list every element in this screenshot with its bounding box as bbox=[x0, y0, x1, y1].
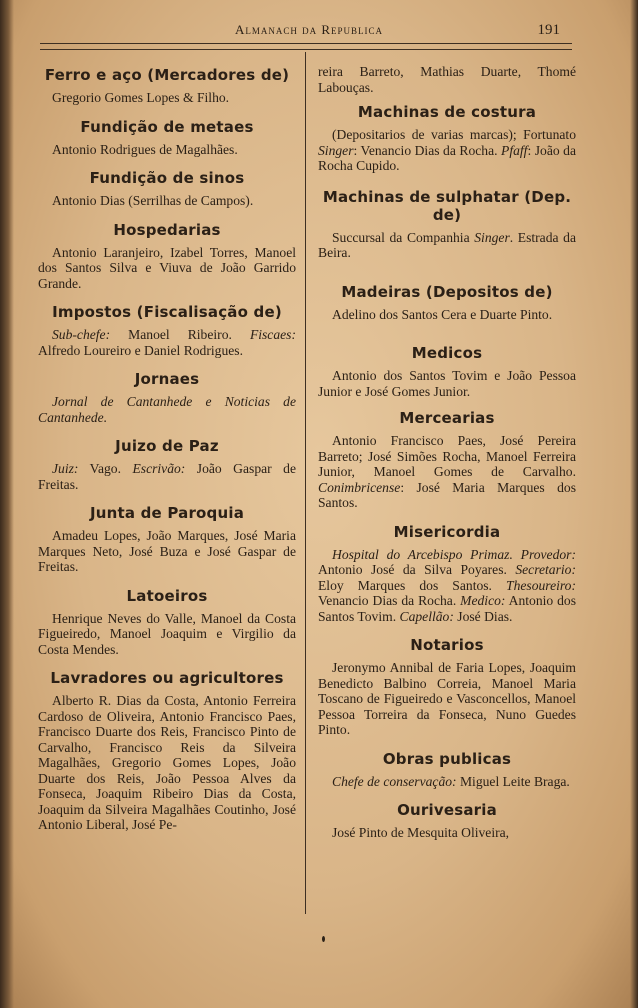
directory-section bbox=[318, 64, 576, 95]
section-heading: Machinas de sulphatar (Dep. de) bbox=[322, 187, 572, 224]
section-body bbox=[318, 774, 576, 790]
body-text: (Depositarios de varias marcas); Fortunato bbox=[332, 127, 576, 142]
page-header bbox=[40, 22, 578, 42]
body-text: reira Barreto, Mathias Duarte, Thomé Labouças. bbox=[318, 64, 576, 95]
section-body bbox=[38, 142, 296, 158]
column-divider bbox=[305, 52, 306, 914]
page-number: 191 bbox=[537, 22, 560, 38]
directory-section bbox=[38, 370, 296, 425]
body-text: : João da Rocha Cupido. bbox=[318, 142, 576, 173]
section-body bbox=[318, 64, 576, 95]
section-heading: Lavradores ou agricultores bbox=[50, 669, 284, 687]
section-body bbox=[38, 245, 296, 292]
body-text: Gregorio Gomes Lopes & Filho. bbox=[52, 90, 230, 105]
section-body bbox=[38, 461, 296, 492]
page-edge-shadow bbox=[0, 0, 14, 1008]
directory-section bbox=[318, 188, 576, 261]
body-text: Amadeu Lopes, João Marques, José Maria Marques Neto, José Buza e José Gaspar de Freitas. bbox=[38, 528, 296, 574]
body-text: Alberto R. Dias da Costa, Antonio Ferreira Cardoso de Oliveira, Antonio Francisco Paes, Francisco Duarte dos Reis, Francisco Pinto de Carvalho, Francisco Reis da Silveira Magalhães, Gregorio Gomes Lopes, João Duarte dos Reis, João Pessoa Alves da Fonseca, Joaquim Ribeiro Dias da Costa, Joaquim da Silveira Magalhães Coutinho, José Antonio Liberal, José Pe- bbox=[38, 693, 296, 832]
body-text: Alfredo Loureiro e Daniel Rodrigues. bbox=[38, 342, 243, 358]
running-title: Almanach da Republica bbox=[234, 22, 384, 37]
directory-section bbox=[318, 801, 576, 841]
body-text: Adelino dos Santos Cera e Duarte Pinto. bbox=[332, 306, 553, 322]
section-heading: Jornaes bbox=[134, 370, 200, 388]
directory-section bbox=[318, 409, 576, 511]
section-heading: Latoeiros bbox=[126, 586, 208, 605]
directory-section bbox=[38, 118, 296, 158]
section-heading: Obras publicas bbox=[382, 749, 512, 768]
directory-section bbox=[38, 303, 296, 358]
section-body bbox=[318, 368, 576, 399]
directory-section bbox=[38, 169, 296, 209]
body-text: Henrique Neves do Valle, Manoel da Costa Figueiredo, Manoel Joaquim e Virgilio da Costa Mendes. bbox=[38, 610, 296, 657]
body-text: Jeronymo Annibal de Faria Lopes, Joaquim Benedicto Balbino Correia, Manoel Maria Toscano de Figueiredo e Vasconcellos, Manoel Pessoa Torreira da Fonseca, Nuno Guedes Pinto. bbox=[318, 660, 576, 737]
body-text: Venancio Dias da Rocha. bbox=[318, 593, 461, 608]
directory-section bbox=[38, 437, 296, 492]
italic-text: Conimbricense bbox=[318, 479, 401, 495]
section-body bbox=[318, 127, 576, 174]
section-body bbox=[38, 193, 296, 209]
italic-text: Medico: bbox=[460, 593, 506, 608]
section-body bbox=[318, 230, 576, 261]
directory-section bbox=[38, 221, 296, 292]
body-text: : Venancio Dias da Rocha. bbox=[353, 142, 502, 158]
section-heading: Medicos bbox=[411, 344, 483, 362]
ink-blot bbox=[322, 936, 325, 942]
body-text: José Pinto de Mesquita Oliveira, bbox=[332, 825, 510, 840]
italic-text: Capellão: bbox=[399, 608, 454, 624]
directory-section bbox=[38, 66, 296, 106]
section-heading: Junta de Paroquia bbox=[89, 504, 245, 522]
body-text: Miguel Leite Braga. bbox=[456, 773, 570, 789]
italic-text: Chefe de conservação: bbox=[332, 773, 457, 789]
section-body bbox=[38, 327, 296, 358]
italic-text: Secretario: bbox=[515, 562, 576, 577]
section-heading: Ourivesaria bbox=[397, 801, 497, 819]
body-text: José Dias. bbox=[453, 608, 513, 624]
body-text: João Gaspar de Freitas. bbox=[38, 461, 296, 492]
italic-text: Sub-chefe: bbox=[52, 327, 111, 342]
section-body bbox=[318, 660, 576, 738]
body-text: Antonio Laranjeiro, Izabel Torres, Manoel dos Santos Silva e Viuva de João Garrido Grande. bbox=[38, 244, 296, 291]
section-body bbox=[38, 90, 296, 106]
page-edge-shadow bbox=[630, 0, 638, 1008]
body-text: . Estrada da Beira. bbox=[318, 229, 576, 260]
section-heading: Madeiras (Depositos de) bbox=[341, 282, 553, 301]
section-heading: Fundição de sinos bbox=[89, 169, 245, 187]
directory-section bbox=[318, 103, 576, 174]
body-text: Antonio Francisco Paes, José Pereira Barreto; José Simões Rocha, Manoel Ferreira Junior, Manoel Gomes de Carvalho. bbox=[318, 433, 576, 479]
right-column bbox=[318, 64, 576, 853]
body-text: : José Maria Marques dos Santos. bbox=[318, 479, 576, 510]
section-heading: Misericordia bbox=[393, 522, 501, 541]
body-text: Antonio Rodrigues de Magalhães. bbox=[52, 141, 238, 157]
section-heading: Mercearias bbox=[399, 409, 495, 427]
left-column bbox=[38, 66, 296, 845]
body-text: Succursal da Companhia bbox=[332, 229, 475, 245]
italic-text: Singer bbox=[474, 229, 510, 245]
section-body bbox=[318, 825, 576, 841]
section-body bbox=[318, 547, 576, 625]
body-text: Manoel Ribeiro. bbox=[110, 327, 250, 342]
section-body bbox=[38, 693, 296, 833]
directory-section bbox=[38, 669, 296, 833]
section-heading: Machinas de costura bbox=[357, 103, 537, 121]
section-body bbox=[38, 528, 296, 575]
italic-text: Jornal de Cantanhede e Noticias de Cantanhede. bbox=[38, 394, 296, 425]
directory-section bbox=[318, 344, 576, 399]
italic-text: Singer bbox=[318, 142, 354, 158]
section-body bbox=[318, 433, 576, 511]
directory-section bbox=[38, 587, 296, 658]
italic-text: Thesoureiro: bbox=[506, 577, 576, 593]
body-text: Vago. bbox=[78, 461, 133, 476]
section-heading: Notarios bbox=[410, 636, 484, 654]
italic-text: Fiscaes: bbox=[249, 327, 296, 342]
section-heading: Fundição de metaes bbox=[80, 117, 254, 136]
section-heading: Ferro e aço (Mercadores de) bbox=[44, 66, 290, 84]
directory-section bbox=[38, 504, 296, 575]
body-text: Antonio José da Silva Poyares. bbox=[318, 562, 516, 577]
directory-section bbox=[318, 636, 576, 738]
section-body bbox=[318, 307, 576, 323]
section-body bbox=[38, 611, 296, 658]
italic-text: Hospital do Arcebispo Primaz. Provedor: bbox=[332, 546, 576, 562]
italic-text: Pfaff bbox=[501, 142, 528, 158]
directory-section bbox=[318, 750, 576, 790]
body-text: Antonio dos Santos Tovim. bbox=[318, 593, 576, 624]
section-body bbox=[38, 394, 296, 425]
body-text: Antonio Dias (Serrilhas de Campos). bbox=[52, 193, 254, 208]
directory-section bbox=[318, 283, 576, 323]
italic-text: Escrivão: bbox=[132, 461, 186, 476]
header-double-rule bbox=[40, 43, 572, 50]
body-text: Antonio dos Santos Tovim e João Pessoa Junior e José Gomes Junior. bbox=[318, 368, 576, 399]
directory-section bbox=[318, 523, 576, 625]
body-text: Eloy Marques dos Santos. bbox=[318, 577, 507, 593]
section-heading: Impostos (Fiscalisação de) bbox=[52, 303, 282, 321]
section-heading: Hospedarias bbox=[113, 220, 221, 239]
italic-text: Juiz: bbox=[52, 461, 79, 476]
section-heading: Juizo de Paz bbox=[115, 437, 219, 455]
